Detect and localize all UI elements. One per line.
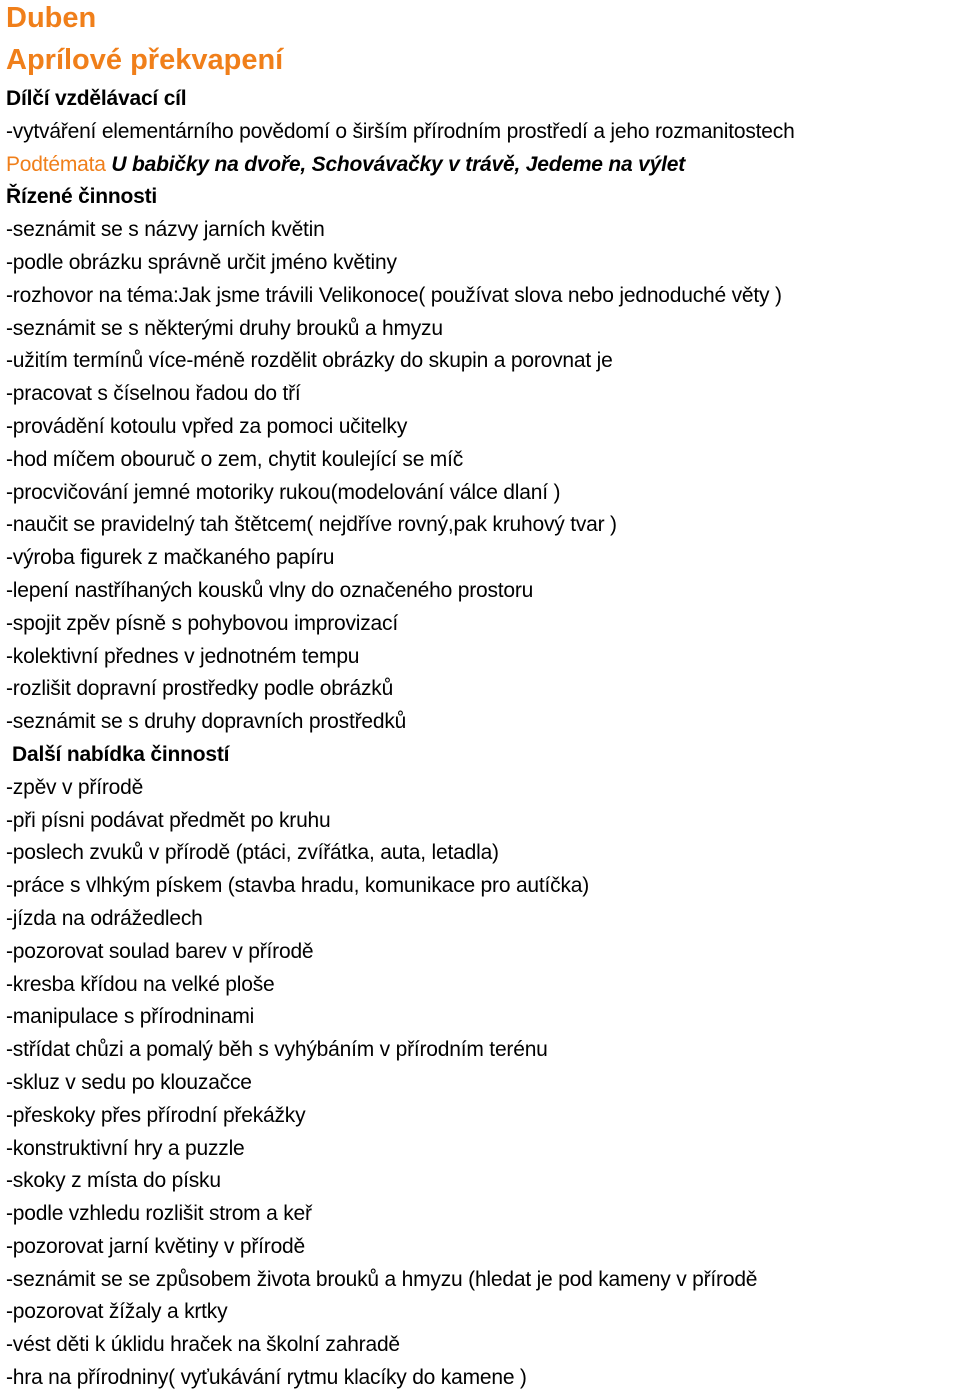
list-item: -lepení nastříhaných kousků vlny do označeného prostoru	[6, 578, 534, 602]
list-item: -pozorovat soulad barev v přírodě	[6, 939, 314, 963]
subtopics-label: Podtémata	[6, 152, 106, 176]
guided-list	[6, 214, 960, 739]
list-item: -poslech zvuků v přírodě (ptáci, zvířátka, auta, letadla)	[6, 841, 499, 865]
subtopics-line	[6, 149, 960, 182]
other-heading: Další nabídka činností	[12, 742, 230, 766]
list-item: -procvičování jemné motoriky rukou(modelování válce dlaní )	[6, 480, 561, 504]
guided-heading: Řízené činnosti	[6, 185, 158, 209]
list-item: -pozorovat jarní květiny v přírodě	[6, 1234, 306, 1258]
list-item: -seznámit se s názvy jarních květin	[6, 218, 325, 242]
other-list	[6, 772, 960, 1395]
list-item: -provádění kotoulu vpřed za pomoci učitelky	[6, 414, 408, 438]
list-item: -rozhovor na téma:Jak jsme trávili Velikonoce( používat slova nebo jednoduché věty )	[6, 283, 782, 307]
list-item: -zpěv v přírodě	[6, 775, 144, 799]
list-item: -kolektivní přednes v jednotném tempu	[6, 644, 360, 668]
list-item: -konstruktivní hry a puzzle	[6, 1136, 245, 1160]
list-item: -skoky z místa do písku	[6, 1169, 221, 1193]
list-item: -užitím termínů více-méně rozdělit obrázky do skupin a porovnat je	[6, 349, 613, 373]
list-item: -střídat chůzi a pomalý běh s vyhýbáním v přírodním terénu	[6, 1038, 548, 1062]
list-item: -pozorovat žížaly a krtky	[6, 1300, 228, 1324]
subtopics-value: U babičky na dvoře, Schovávačky v trávě, Jedeme na výlet	[111, 152, 686, 176]
list-item: -seznámit se s druhy dopravních prostředků	[6, 710, 407, 734]
list-item: -přeskoky přes přírodní překážky	[6, 1103, 306, 1127]
list-item: -manipulace s přírodninami	[6, 1005, 255, 1029]
list-item: -spojit zpěv písně s pohybovou improvizací	[6, 611, 398, 635]
list-item: -podle obrázku správně určit jméno květiny	[6, 250, 397, 274]
month-title: Duben	[6, 2, 97, 34]
list-item: -naučit se pravidelný tah štětcem( nejdříve rovný,pak kruhový tvar )	[6, 513, 617, 537]
list-item: -pracovat s číselnou řadou do tří	[6, 382, 301, 406]
list-item: -jízda na odrážedlech	[6, 906, 203, 930]
list-item: -práce s vlhkým pískem (stavba hradu, komunikace pro autíčka)	[6, 874, 590, 898]
list-item: -vést děti k úklidu hraček na školní zahradě	[6, 1333, 400, 1357]
goal-heading: Dílčí vzdělávací cíl	[6, 87, 187, 110]
list-item: -kresba křídou na velké ploše	[6, 972, 275, 996]
list-item: -při písni podávat předmět po kruhu	[6, 808, 331, 832]
list-item: -skluz v sedu po klouzačce	[6, 1070, 252, 1094]
list-item: -seznámit se s některými druhy brouků a hmyzu	[6, 316, 443, 340]
list-item: -výroba figurek z mačkaného papíru	[6, 546, 335, 570]
list-item: -seznámit se se způsobem života brouků a hmyzu (hledat je pod kameny v přírodě	[6, 1267, 758, 1291]
list-item: -hra na přírodniny( vyťukávání rytmu klacíky do kamene )	[6, 1366, 527, 1390]
list-item: -rozlišit dopravní prostředky podle obrázků	[6, 677, 394, 701]
list-item: -hod míčem obouruč o zem, chytit koulející se míč	[6, 447, 464, 471]
page-title: Aprílové překvapení	[6, 44, 284, 76]
list-item: -podle vzhledu rozlišit strom a keř	[6, 1202, 312, 1226]
goal-text: -vytváření elementárního povědomí o širším přírodním prostředí a jeho rozmanitostech	[6, 119, 795, 143]
